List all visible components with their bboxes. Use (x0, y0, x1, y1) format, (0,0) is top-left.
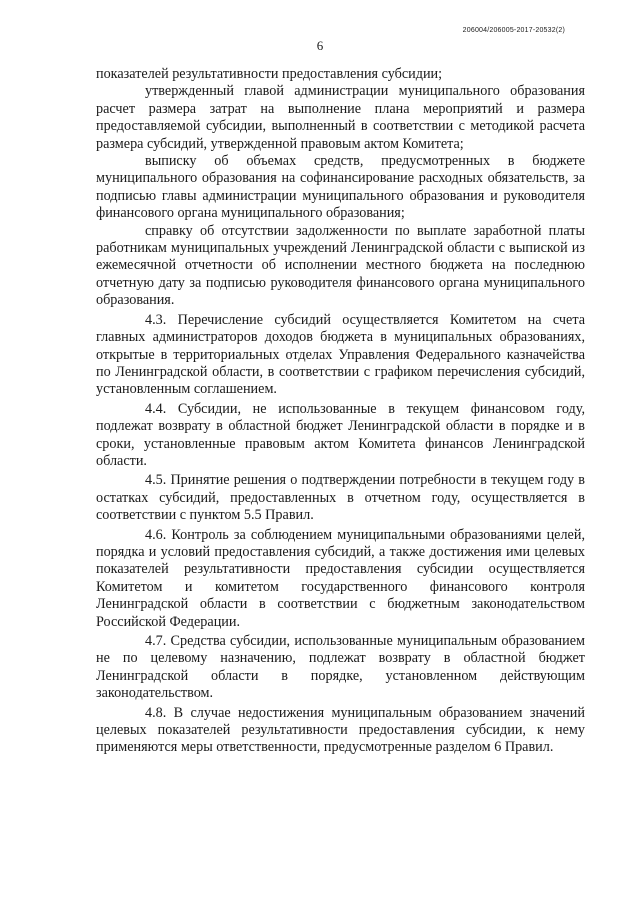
paragraph-budget-extract: выписку об объемах средств, предусмотренных в бюджете муниципального образования на софинансирование расходных обязательств, за подписью главы администрации муниципального образования и руководителя финансового органа муниципального образования; (96, 153, 585, 222)
section-4-8: 4.8. В случае недостижения муниципальным образованием значений целевых показателей результативности предоставления субсидии, к нему применяются меры ответственности, предусмотренные разделом 6 Правил. (96, 704, 585, 756)
paragraph-continuation: показателей результативности предоставления субсидии; (96, 66, 443, 82)
document-body (96, 66, 585, 757)
section-4-5: 4.5. Принятие решения о подтверждении потребности в текущем году в остатках субсидий, предоставленных в отчетном году, осуществляется в соответствии с пунктом 5.5 Правил. (96, 472, 585, 524)
document-id: 206004/206005-2017-20532(2) (462, 27, 565, 34)
section-4-4: 4.4. Субсидии, не использованные в текущем финансовом году, подлежат возврату в областной бюджет Ленинградской области в порядке и в сроки, установленные правовым актом Комитета финансов Ленинградской области. (96, 400, 585, 469)
section-4-7: 4.7. Средства субсидии, использованные муниципальным образованием не по целевому назначению, подлежат возврату в областной бюджет Ленинградской области в порядке, установленном действующим законодательством. (96, 633, 585, 702)
section-4-6: 4.6. Контроль за соблюдением муниципальными образованиями целей, порядка и условий предоставления субсидий, а также достижения ими целевых показателей результативности предоставления субсидии осуществляется Комитетом и комитетом государственного финансового контроля Ленинградской области в соответствии с бюджетным законодательством Российской Федерации. (96, 526, 585, 630)
page-number: 6 (316, 38, 324, 53)
section-4-3: 4.3. Перечисление субсидий осуществляется Комитетом на счета главных администраторов доходов бюджета в муниципальных образованиях, открытые в территориальных отделах Управления Федерального казначейства по Ленинградской области, в соответствии с графиком перечисления субсидий, установленным соглашением. (96, 311, 585, 398)
paragraph-calculation: утвержденный главой администрации муниципального образования расчет размера затрат на выполнение плана мероприятий и размера предоставляемой субсидии, выполненный в соответствии с методикой расчета размера субсидий, утвержденной правовым актом Комитета; (96, 83, 585, 152)
paragraph-salary-certificate: справку об отсутствии задолженности по выплате заработной платы работникам муниципальных учреждений Ленинградской области с выпиской из ежемесячной отчетности об исполнении местного бюджета на последнюю отчетную дату за подписью руководителя финансового органа муниципального образования. (96, 222, 585, 309)
